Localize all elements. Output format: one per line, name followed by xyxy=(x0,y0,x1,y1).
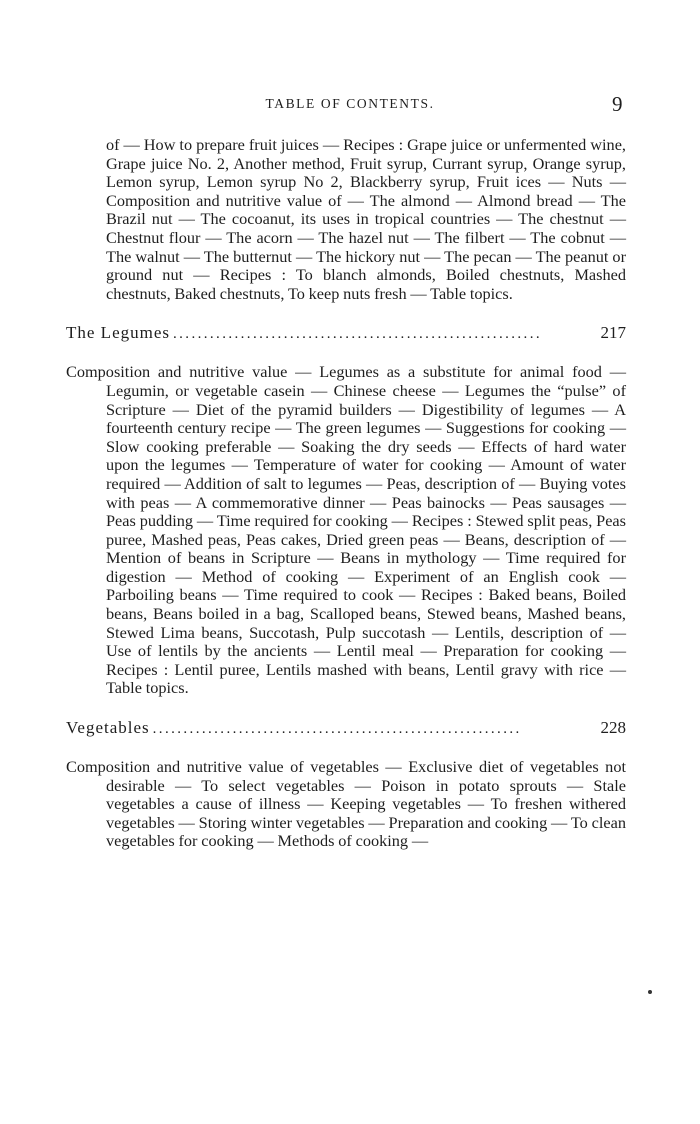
section-page-number: 228 xyxy=(600,718,626,738)
page-header xyxy=(0,92,700,122)
section-page-number: 217 xyxy=(600,323,626,343)
ink-speck xyxy=(648,990,652,994)
toc-body xyxy=(66,136,626,851)
page-number: 9 xyxy=(612,92,623,116)
section-heading-vegetables xyxy=(66,718,626,742)
dot-leaders: ............................................................ xyxy=(152,721,522,738)
section-description-legumes: Composition and nutritive value — Legumes as a substitute for animal food — Legumin, or vegetable casein — Chinese cheese — Legumes the “pulse” of Scripture — Diet of the pyramid builders — Digestibility of legumes — A fourteenth century recipe — The green legumes — Suggestions for cooking — Slow cooking preferable — Soaking the dry seeds — Effects of hard water upon the legumes — Temperature of water for cooking — Amount of water required — Addition of salt to legumes — Peas, description of — Buying votes with peas — A commemorative dinner — Peas bainocks — Peas sausages — Peas pudding — Time required for cooking — Recipes : Stewed split peas, Peas puree, Mashed peas, Peas cakes, Dried green peas — Beans, description of — Mention of beans in Scripture — Beans in mythology — Time required for digestion — Method of cooking — Experiment of an English cook — Parboiling beans — Time required to cook — Recipes : Baked beans, Boiled beans, Beans boiled in a bag, Scalloped beans, Stewed beans, Mashed beans, Stewed Lima beans, Succotash, Pulp succotash — Lentils, description of — Use of lentils by the ancients — Lentil meal — Preparation for cooking — Recipes : Lentil puree, Lentils mashed with beans, Lentil gravy with rice — Table topics. xyxy=(66,362,626,698)
dot-leaders: ............................................................ xyxy=(173,326,542,343)
section-heading-legumes xyxy=(66,323,626,347)
running-title: TABLE OF CONTENTS. xyxy=(265,96,435,111)
section-description-vegetables: Composition and nutritive value of vegetables — Exclusive diet of vegetables not desirable — To select vegetables — Poison in potato sprouts — Stale vegetables a cause of illness — Keeping vegetables — To freshen withered vegetables — Storing winter vegetables — Preparation and cooking — To clean vegetables for cooking — Methods of cooking — xyxy=(66,757,626,851)
continued-entry-text: of — How to prepare fruit juices — Recipes : Grape juice or unfermented wine, Grape juice No. 2, Another method, Fruit syrup, Currant syrup, Orange syrup, Lemon syrup, Lemon syrup No 2, Blackberry syrup, Fruit ices — Nuts — Composition and nutritive value of — The almond — Almond bread — The Brazil nut — The cocoanut, its uses in tropical countries — The chestnut — Chestnut flour — The acorn — The hazel nut — The filbert — The cobnut — The walnut — The butternut — The hickory nut — The pecan — The peanut or ground nut — Recipes : To blanch almonds, Boiled chestnuts, Mashed chestnuts, Baked chestnuts, To keep nuts fresh — Table topics. xyxy=(106,135,626,303)
section-title: Vegetables xyxy=(66,718,150,738)
section-title: The Legumes xyxy=(66,323,170,343)
